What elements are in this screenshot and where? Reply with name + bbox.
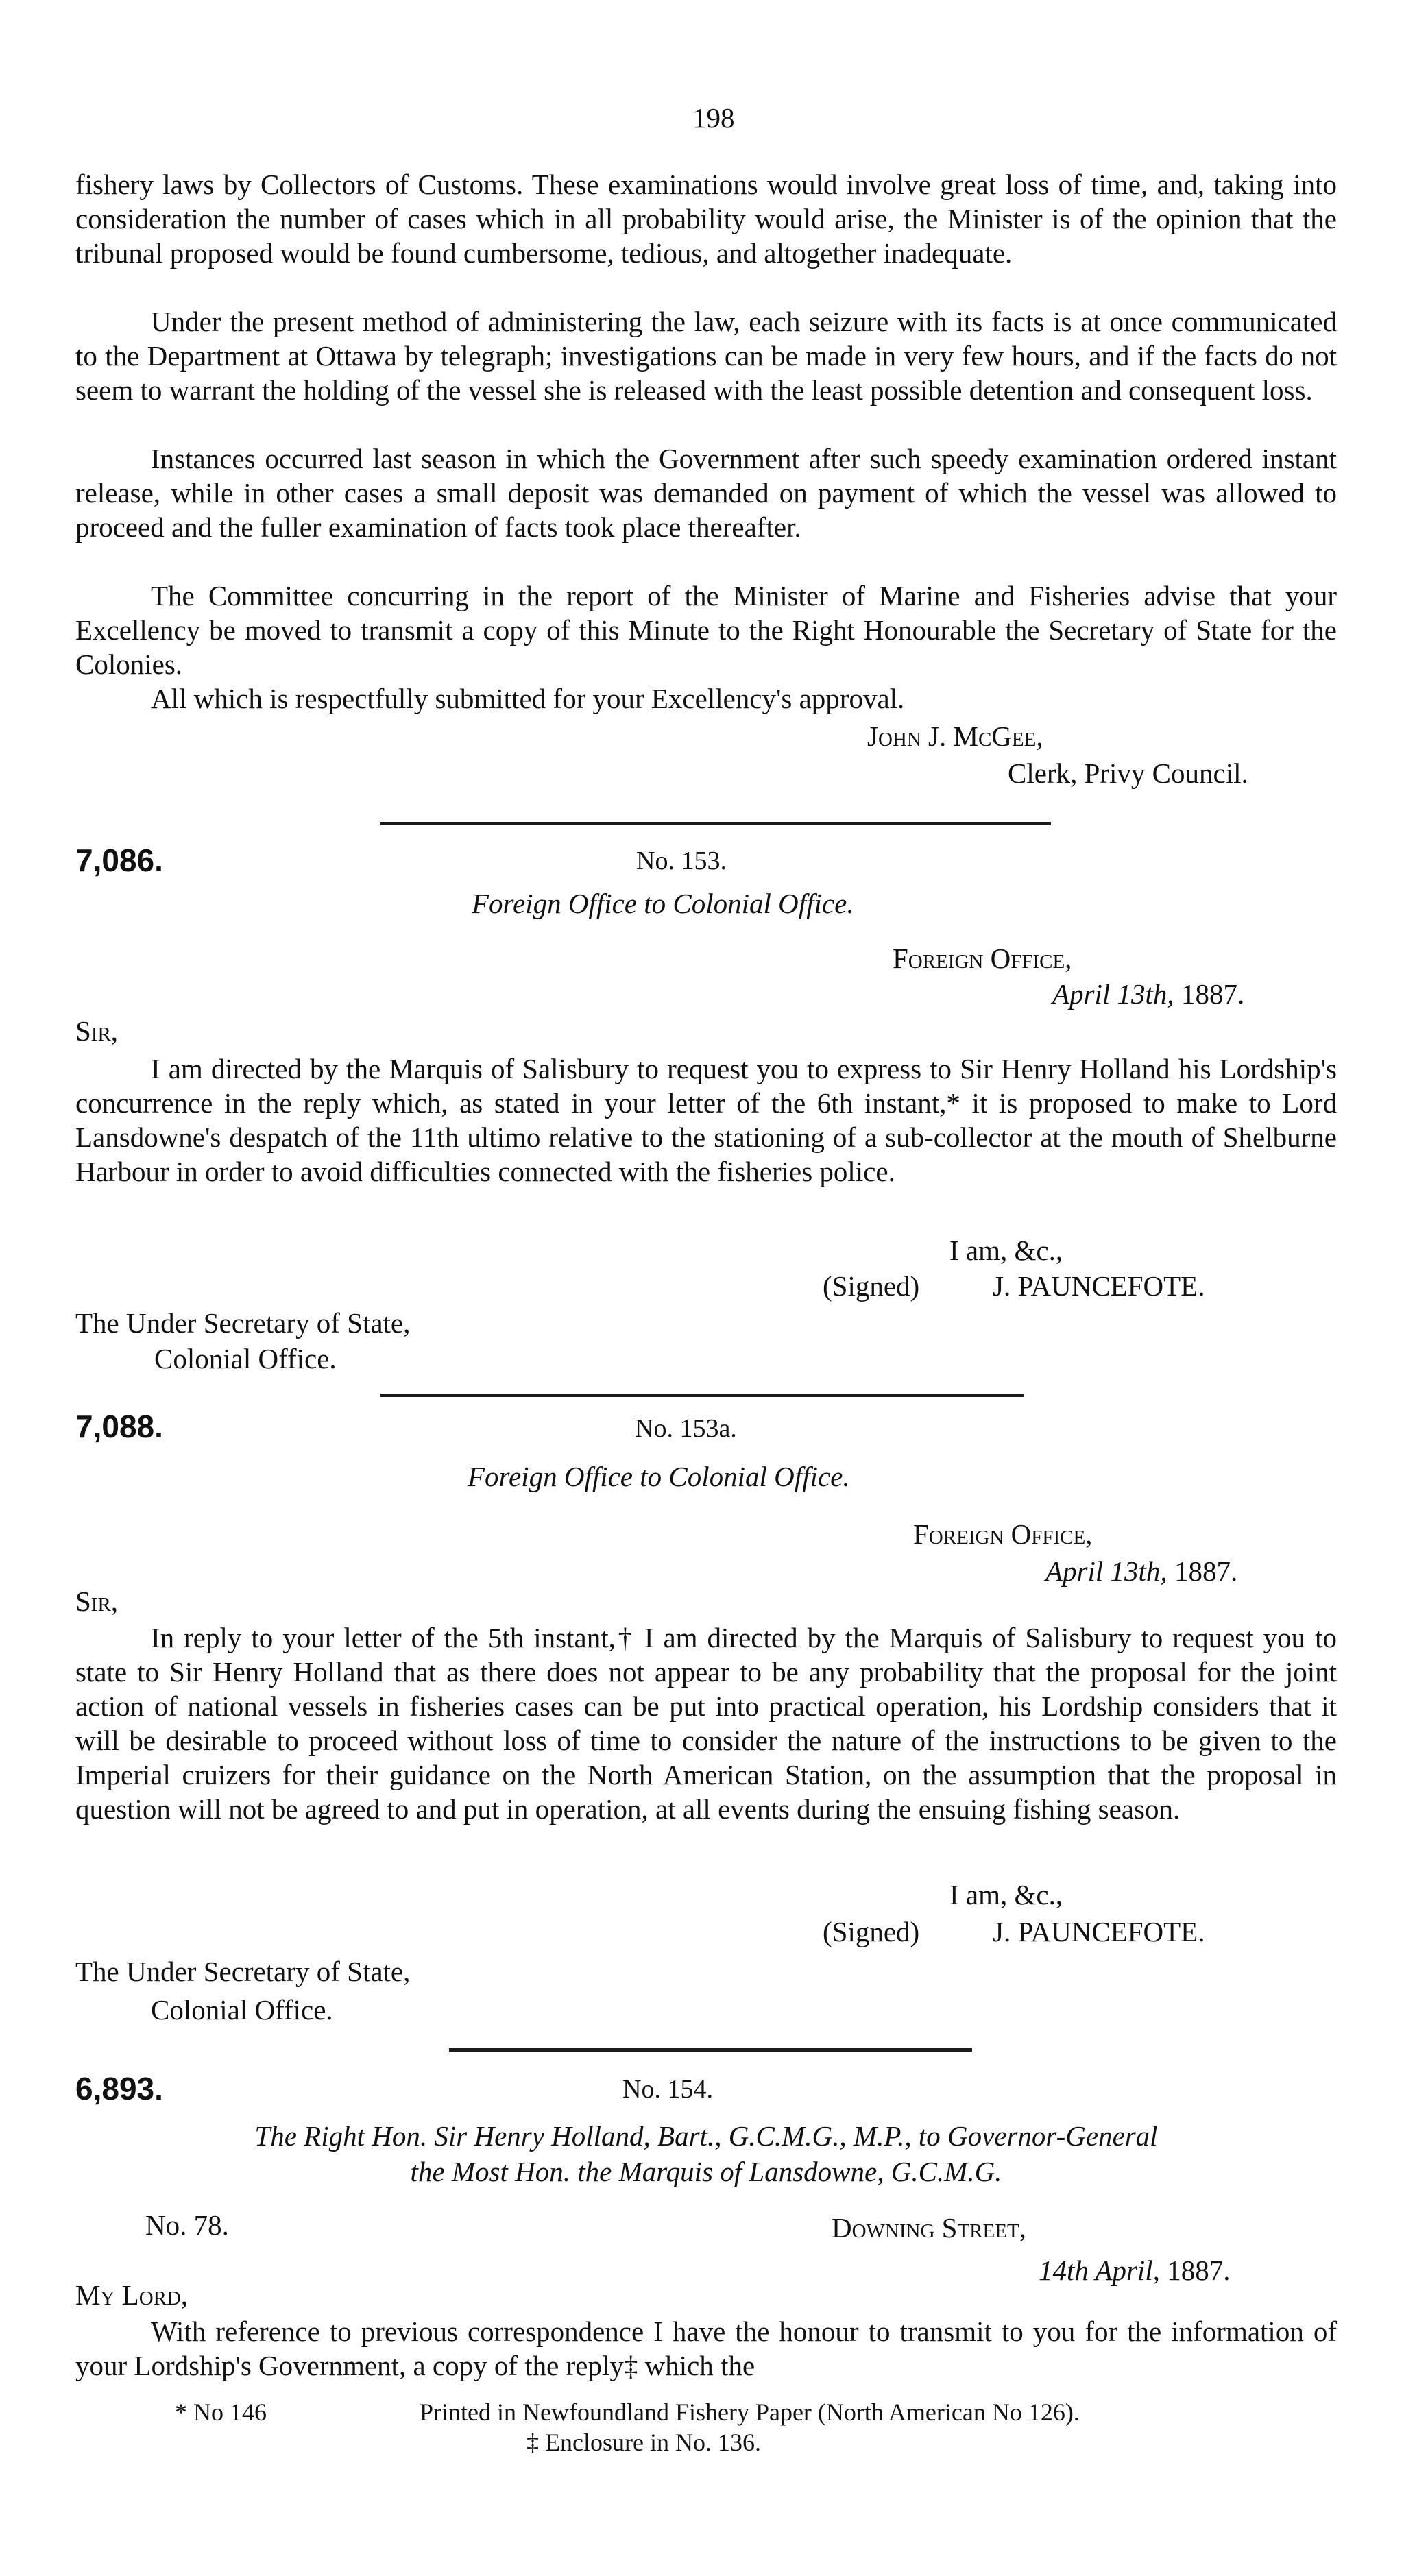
- dispatch-number: No. 78.: [145, 2209, 229, 2241]
- footnote-text: Printed in Newfoundland Fishery Paper (North American No 126).: [420, 2398, 1080, 2426]
- footnote-text: ‡ Enclosure in No. 136.: [527, 2429, 761, 2456]
- salutation: My Lord,: [75, 2279, 189, 2311]
- sender-office: Foreign Office,: [893, 943, 1072, 974]
- section-divider: [380, 822, 1051, 825]
- sender-office: Foreign Office,: [913, 1518, 1093, 1550]
- letter-body: With reference to previous correspondence I have the honour to transmit to you for the information of your Lordship's Government, a copy of the reply‡ which the: [75, 2316, 1337, 2381]
- letter-body: In reply to your letter of the 5th instant,† I am directed by the Marquis of Salisbury to request you to state to Sir Henry Holland that as there does not appear to be any probability that the proposal for the joint action of national vessels in fisheries cases can be put into practical operation, his Lordship considers that it will be desirable to proceed without loss of time to consider the nature of the instructions to be given to the Imperial cruizers for their guidance on the North American Station, on the assumption that the proposal in question will not be agreed to and put in operation, at all events during the ensuing fishing season.: [75, 1622, 1337, 1825]
- letter-heading-line-1: The Right Hon. Sir Henry Holland, Bart., G.C.M.G., M.P., to Governor-General: [254, 2120, 1158, 2152]
- letter-heading: Foreign Office to Colonial Office.: [472, 888, 854, 919]
- letter-number: No. 154.: [622, 2075, 713, 2104]
- closing: I am, &c.,: [949, 1235, 1063, 1266]
- date-day: April 13th,: [1052, 978, 1174, 1010]
- intro-paragraph-3: Instances occurred last season in which the Government after such speedy examination ordered instant release, while in other cases a small deposit was demanded on payment of which the vessel was allowed to proceed and the fuller examination of facts took place thereafter.: [75, 443, 1337, 543]
- letter-body: I am directed by the Marquis of Salisbury to request you to express to Sir Henry Holland his Lordship's concurrence in the reply which, as stated in your letter of the 6th instant,* it is proposed to make to Lord Lansdowne's despatch of the 11th ultimo relative to the stationing of a sub-collector at the mouth of Shelburne Harbour in order to avoid difficulties connected with the fisheries police.: [75, 1053, 1337, 1187]
- letter-number: No. 153.: [636, 847, 727, 875]
- footnote-marker: * No 146: [175, 2398, 267, 2426]
- document-reference-number: 6,893.: [75, 2071, 163, 2106]
- addressee-line-2: Colonial Office.: [154, 1343, 337, 1374]
- date-day: April 13th,: [1045, 1555, 1167, 1587]
- signer-name: J. PAUNCEFOTE.: [993, 1916, 1205, 1947]
- document-reference-number: 7,088.: [75, 1409, 163, 1444]
- section-divider: [380, 1394, 1024, 1397]
- letter-date: [1052, 977, 1244, 1010]
- letter-date: [1045, 1555, 1237, 1588]
- signed-label: (Signed): [823, 1916, 920, 1947]
- closing: I am, &c.,: [949, 1879, 1063, 1910]
- signatory-name: John J. McGee,: [867, 720, 1043, 752]
- intro-paragraph-1: fishery laws by Collectors of Customs. These examinations would involve great loss of time, and, taking into consideration the number of cases which in all probability would arise, the Minister is of the opinion that the tribunal proposed would be found cumbersome, tedious, and altogether inadequate.: [75, 169, 1337, 269]
- date-year: 1887.: [1181, 978, 1245, 1010]
- addressee-line-2: Colonial Office.: [151, 1994, 333, 2026]
- letter-heading: Foreign Office to Colonial Office.: [468, 1461, 850, 1492]
- signed-label: (Signed): [823, 1270, 920, 1302]
- salutation: Sir,: [75, 1585, 119, 1617]
- date-day: 14th April,: [1039, 2255, 1160, 2286]
- addressee-line-1: The Under Secretary of State,: [75, 1307, 411, 1339]
- addressee-line-1: The Under Secretary of State,: [75, 1956, 411, 1987]
- document-reference-number: 7,086.: [75, 842, 163, 878]
- sender-office: Downing Street,: [832, 2212, 1026, 2244]
- signatory-title: Clerk, Privy Council.: [1008, 757, 1248, 789]
- page-number: 198: [692, 102, 735, 134]
- date-year: 1887.: [1174, 1555, 1238, 1587]
- intro-paragraph-5: All which is respectfully submitted for your Excellency's approval.: [151, 683, 905, 714]
- signer-name: J. PAUNCEFOTE.: [993, 1270, 1205, 1302]
- intro-paragraph-2: Under the present method of administering the law, each seizure with its facts is at once communicated to the Department at Ottawa by telegraph; investigations can be made in very few hours, and if the facts do not seem to warrant the holding of the vessel she is released with the least possible detention and consequent loss.: [75, 306, 1337, 406]
- letter-heading-line-2: the Most Hon. the Marquis of Lansdowne, G.C.M.G.: [410, 2156, 1002, 2187]
- letter-number: No. 153a.: [635, 1414, 737, 1443]
- letter-date: [1039, 2254, 1230, 2287]
- date-year: 1887.: [1167, 2255, 1231, 2286]
- salutation: Sir,: [75, 1015, 119, 1047]
- intro-paragraph-4: The Committee concurring in the report of the Minister of Marine and Fisheries advise that your Excellency be moved to transmit a copy of this Minute to the Right Honourable the Secretary of State for the Colonies.: [75, 580, 1337, 680]
- section-divider: [449, 2048, 972, 2052]
